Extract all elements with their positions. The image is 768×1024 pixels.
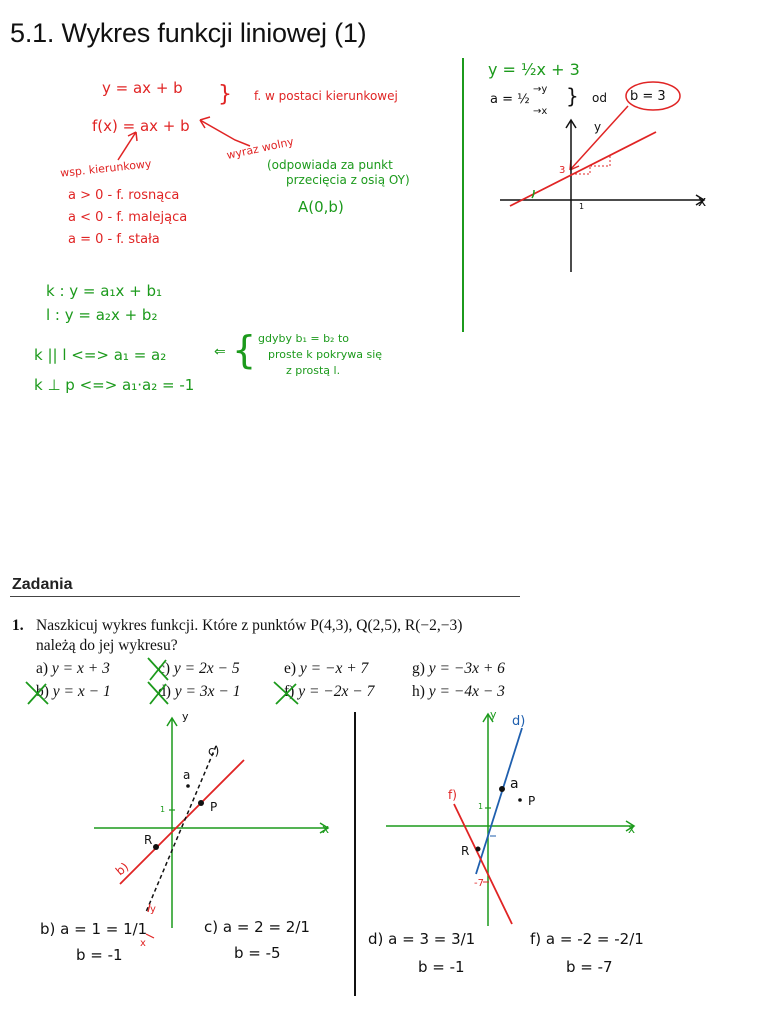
right-solution-f-intercept: b = -7 <box>566 958 613 976</box>
left-solution-b-slope: b) a = 1 = 1/1 <box>40 920 148 938</box>
cond-increasing: a > 0 - f. rosnąca <box>68 188 180 203</box>
right-point-r-label: R <box>461 844 470 858</box>
left-axis-x: x <box>322 822 330 836</box>
perpendicular-condition: k ⊥ p <=> a₁·a₂ = -1 <box>34 376 195 394</box>
option-label: f) <box>284 683 295 700</box>
option-label: h) <box>412 683 425 700</box>
brace-green: { <box>232 328 257 372</box>
intercept-point: A(0,b) <box>298 198 344 216</box>
section-heading: Zadania <box>12 576 73 593</box>
example-brace: } <box>566 84 579 108</box>
same-line-note-3: z prostą l. <box>286 364 341 377</box>
formula-general: y = ax + b <box>102 79 183 97</box>
left-solution-c-slope: c) a = 2 = 2/1 <box>204 918 310 936</box>
right-axis-x: x <box>628 822 636 836</box>
example-slope-x: →x <box>533 106 548 117</box>
arrow-left-icon: ⇐ <box>214 344 226 360</box>
brace: } <box>218 82 232 107</box>
right-tick-1: 1 <box>478 802 484 811</box>
same-line-note-1: gdyby b₁ = b₂ to <box>258 332 349 345</box>
line-l-def: l : y = a₂x + b₂ <box>46 306 158 324</box>
parallel-condition: k || l <=> a₁ = a₂ <box>34 346 167 364</box>
right-solution-d-intercept: b = -1 <box>418 958 465 976</box>
right-point-q-label: a <box>510 776 519 792</box>
example-from: od <box>592 91 607 105</box>
task-prompt-line-2: należą do jej wykresu? <box>36 637 178 654</box>
option-label: c) <box>158 660 171 677</box>
formula-function: f(x) = ax + b <box>92 117 190 135</box>
right-axis-y: y <box>490 708 497 721</box>
right-line-f-label: f) <box>448 788 457 802</box>
left-slope-x-label: x <box>140 938 146 949</box>
check-marks <box>0 650 400 710</box>
right-line-d-label: d) <box>512 714 526 729</box>
cond-constant: a = 0 - f. stała <box>68 232 160 247</box>
section-rule <box>10 596 520 597</box>
option-formula: y = x + 3 <box>51 660 110 677</box>
example-slope: a = ½ <box>490 92 530 107</box>
option-label: g) <box>412 660 425 677</box>
option-formula: y = 2x − 5 <box>173 660 240 677</box>
left-axis-y: y <box>182 710 189 723</box>
graph-right <box>380 706 650 936</box>
graph-left <box>80 706 350 946</box>
right-point-p-label: P <box>528 794 536 808</box>
left-point-q-label: a <box>183 768 191 782</box>
left-tick-1: 1 <box>160 805 166 814</box>
example-graph <box>470 70 768 290</box>
option-label: a) <box>36 660 49 677</box>
option-formula: y = −x + 7 <box>299 660 369 677</box>
example-axis-x: x <box>698 194 707 210</box>
intercept-note-2: przecięcia z osią OY) <box>286 173 410 187</box>
example-axis-y: y <box>594 120 602 134</box>
option-label: e) <box>284 660 297 677</box>
cond-decreasing: a < 0 - f. malejąca <box>68 210 188 225</box>
left-line-b-label: b) <box>112 859 132 879</box>
left-point-p-label: P <box>210 800 218 814</box>
option-formula: y = −2x − 7 <box>298 683 375 700</box>
divider-vertical-black <box>354 712 356 996</box>
same-line-note-2: proste k pokrywa się <box>268 348 383 361</box>
example-b-value: b = 3 <box>630 89 666 104</box>
option-formula: y = 3x − 1 <box>174 683 241 700</box>
intercept-note-1: (odpowiada za punkt <box>267 158 393 172</box>
line-k-def: k : y = a₁x + b₁ <box>46 282 162 300</box>
divider-vertical-green <box>462 58 464 332</box>
option-h <box>412 683 505 701</box>
right-solution-d-slope: d) a = 3 = 3/1 <box>368 930 476 948</box>
option-formula: y = −4x − 3 <box>428 683 505 700</box>
left-slope-y-label: y <box>150 904 156 915</box>
label-intercept: wyraz wolny <box>225 135 295 162</box>
left-point-r-label: R <box>144 833 153 847</box>
option-formula: y = −3x + 6 <box>428 660 505 677</box>
left-solution-c-intercept: b = -5 <box>234 944 281 962</box>
example-tick-3: 3 <box>559 165 566 176</box>
example-equation: y = ½x + 3 <box>488 60 580 79</box>
option-g <box>412 660 505 678</box>
task-prompt-line-1: Naszkicuj wykres funkcji. Które z punktów P(4,3), Q(2,5), R(−2,−3) <box>36 617 463 634</box>
example-slope-y: →y <box>533 84 548 95</box>
left-line-c-label: c) <box>208 744 220 758</box>
left-solution-b-intercept: b = -1 <box>76 946 123 964</box>
page-title: 5.1. Wykres funkcji liniowej (1) <box>10 18 367 48</box>
right-solution-f-slope: f) a = -2 = -2/1 <box>530 930 644 948</box>
option-label: b) <box>36 683 49 700</box>
option-label: d) <box>158 683 171 700</box>
task-number: 1. <box>12 617 24 634</box>
example-tick-1: 1 <box>579 202 585 211</box>
option-formula: y = x − 1 <box>52 683 111 700</box>
right-tick-minus-7: -7 <box>474 878 484 889</box>
label-directional-form: f. w postaci kierunkowej <box>254 89 398 103</box>
label-slope: wsp. kierunkowy <box>59 157 153 180</box>
